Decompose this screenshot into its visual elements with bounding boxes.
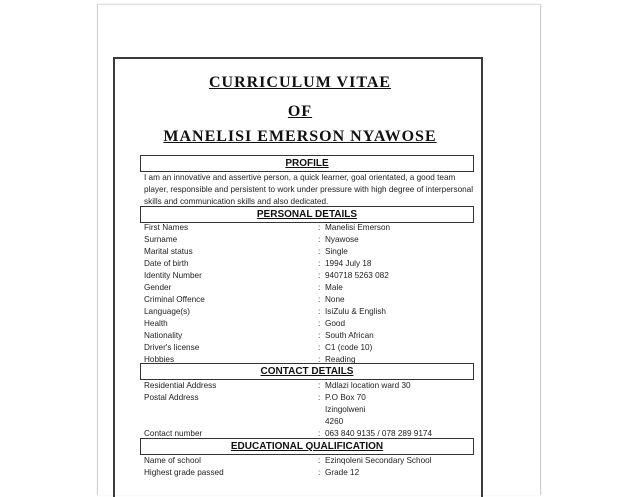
personal-row xyxy=(0,223,640,235)
row-value: IsiZulu & English xyxy=(325,307,386,316)
row-label: Language(s) xyxy=(144,307,190,316)
row-label: Driver's license xyxy=(144,343,200,352)
row-colon: : xyxy=(318,319,321,328)
row-colon: : xyxy=(318,331,321,340)
personal-row xyxy=(0,307,640,319)
row-value: Grade 12 xyxy=(325,468,360,477)
row-label: Contact number xyxy=(144,429,203,438)
personal-row xyxy=(0,319,640,331)
row-colon: : xyxy=(318,468,321,477)
row-value: 063 840 9135 / 078 289 9174 xyxy=(325,429,432,438)
row-value: Male xyxy=(325,283,343,292)
row-colon: : xyxy=(318,429,321,438)
row-label: First Names xyxy=(144,223,189,232)
row-colon: : xyxy=(318,456,321,465)
contact-row xyxy=(0,393,640,405)
row-value: 940718 5263 082 xyxy=(325,271,389,280)
row-colon: : xyxy=(318,381,321,390)
row-value: Single xyxy=(325,247,348,256)
row-value: Mdlazi location ward 30 xyxy=(325,381,411,390)
postal-address-line: Izingolweni xyxy=(325,405,366,414)
row-colon: : xyxy=(318,235,321,244)
row-colon: : xyxy=(318,271,321,280)
personal-row xyxy=(0,295,640,307)
postal-address-line: 4260 xyxy=(325,417,344,426)
row-label: Postal Address xyxy=(144,393,199,402)
row-value: Ezinqoleni Secondary School xyxy=(325,456,432,465)
section-header-education: EDUCATIONAL QUALIFICATION xyxy=(140,438,474,455)
row-colon: : xyxy=(318,355,321,364)
cv-title-of: OF xyxy=(287,103,313,120)
row-value: None xyxy=(325,295,345,304)
row-value: C1 (code 10) xyxy=(325,343,373,352)
section-header-contact: CONTACT DETAILS xyxy=(140,363,474,380)
row-colon: : xyxy=(318,343,321,352)
personal-row xyxy=(0,331,640,343)
row-label: Highest grade passed xyxy=(144,468,224,477)
row-value: Good xyxy=(325,319,346,328)
profile-paragraph: I am an innovative and assertive person, a quick learner, goal orientated, a good team player, responsible and persistent to work under pressure with high degree of interpersonal skills and communication skills and also dedicated. xyxy=(144,173,474,206)
row-label: Health xyxy=(144,319,168,328)
section-header-personal: PERSONAL DETAILS xyxy=(140,206,474,223)
row-label: Surname xyxy=(144,235,178,244)
row-label: Date of birth xyxy=(144,259,189,268)
row-colon: : xyxy=(318,259,321,268)
row-colon: : xyxy=(318,393,321,402)
row-value: P.O Box 70 xyxy=(325,393,366,402)
row-label: Nationality xyxy=(144,331,183,340)
personal-row xyxy=(0,247,640,259)
personal-row xyxy=(0,283,640,295)
personal-row xyxy=(0,271,640,283)
row-colon: : xyxy=(318,223,321,232)
row-label: Marital status xyxy=(144,247,193,256)
row-label: Identity Number xyxy=(144,271,202,280)
row-value: 1994 July 18 xyxy=(325,259,372,268)
row-colon: : xyxy=(318,283,321,292)
personal-row xyxy=(0,235,640,247)
education-row xyxy=(0,456,640,468)
row-value: Nyawose xyxy=(325,235,359,244)
education-row xyxy=(0,468,640,480)
row-label: Residential Address xyxy=(144,381,217,390)
row-label: Criminal Offence xyxy=(144,295,205,304)
contact-row xyxy=(0,381,640,393)
cv-name: MANELISI EMERSON NYAWOSE xyxy=(163,128,437,145)
personal-row xyxy=(0,343,640,355)
row-colon: : xyxy=(318,295,321,304)
row-colon: : xyxy=(318,307,321,316)
personal-row xyxy=(0,259,640,271)
row-label: Name of school xyxy=(144,456,201,465)
cv-title: CURRICULUM VITAE xyxy=(208,74,392,91)
row-label: Hobbies xyxy=(144,355,175,364)
section-header-profile: PROFILE xyxy=(140,155,474,172)
row-value: Reading xyxy=(325,355,356,364)
row-value: South African xyxy=(325,331,374,340)
row-colon: : xyxy=(318,247,321,256)
row-value: Manelisi Emerson xyxy=(325,223,391,232)
row-label: Gender xyxy=(144,283,172,292)
